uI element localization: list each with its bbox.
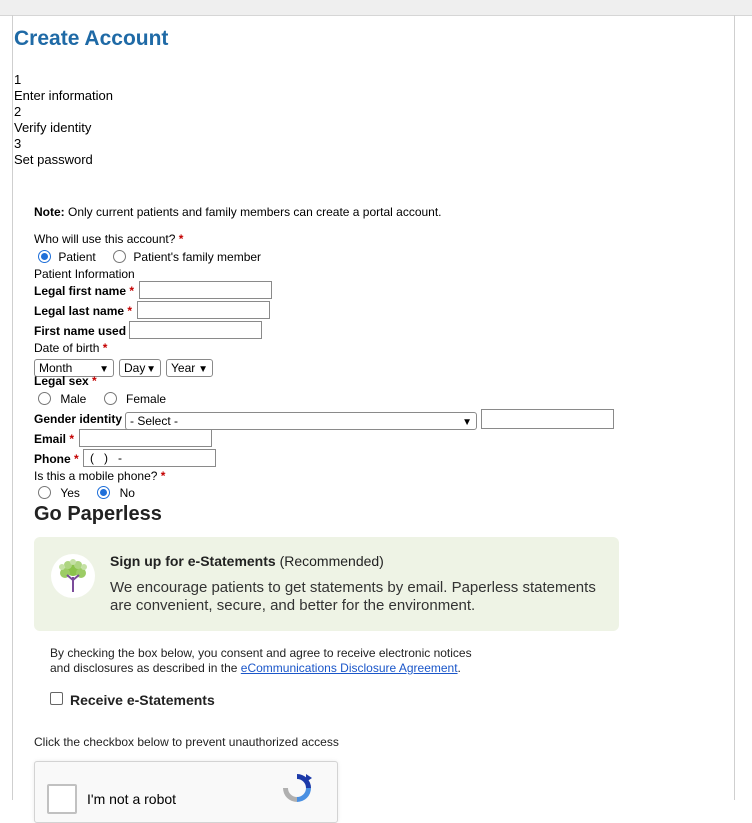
radio-family-member[interactable]	[113, 250, 126, 263]
mobile-options	[38, 486, 135, 500]
gender-identity-label: Gender identity	[34, 412, 123, 426]
phone-label-text: Phone	[34, 452, 71, 466]
gender-identity-value: - Select -	[130, 414, 179, 428]
consent-line-2	[50, 661, 472, 676]
dob-label-text: Date of birth	[34, 341, 100, 355]
note	[34, 205, 442, 219]
recaptcha-widget	[34, 761, 338, 823]
chevron-down-icon: ▼	[99, 364, 109, 375]
radio-male-label: Male	[60, 392, 87, 406]
step-1-number: 1	[14, 72, 22, 87]
required-marker: *	[92, 374, 97, 388]
signup-text	[110, 553, 384, 569]
phone-label	[34, 452, 79, 466]
consent-line-2-prefix: and disclosures as described in the	[50, 661, 241, 675]
captcha-instruction: Click the checkbox below to prevent unauthorized access	[34, 735, 339, 749]
email-input[interactable]	[79, 429, 212, 447]
required-marker: *	[69, 432, 75, 446]
required-marker: *	[178, 232, 184, 246]
radio-mobile-no-label: No	[119, 486, 135, 500]
last-name-label	[34, 304, 132, 318]
radio-family-member-label: Patient's family member	[133, 250, 262, 264]
radio-male[interactable]	[38, 392, 51, 405]
page-left-border	[12, 15, 13, 800]
chevron-down-icon: ▼	[198, 364, 208, 375]
required-marker: *	[127, 304, 133, 318]
gender-identity-other-input[interactable]	[481, 409, 614, 429]
chevron-down-icon: ▼	[462, 417, 472, 428]
browser-top-bar	[0, 0, 752, 16]
first-name-used-input[interactable]	[129, 321, 262, 339]
step-3-number: 3	[14, 136, 22, 151]
step-1-label: Enter information	[14, 88, 113, 103]
signup-bold: Sign up for e-Statements	[110, 553, 276, 569]
dob-label	[34, 341, 107, 355]
dob-month-value: Month	[39, 361, 73, 375]
radio-patient[interactable]	[38, 250, 51, 263]
note-prefix: Note:	[34, 205, 65, 219]
step-2-label: Verify identity	[14, 120, 92, 135]
disclosure-agreement-link[interactable]: eCommunications Disclosure Agreement	[240, 661, 458, 675]
recaptcha-label: I'm not a robot	[87, 791, 177, 807]
required-marker: *	[129, 284, 135, 298]
email-label	[34, 432, 74, 446]
who-uses-question	[34, 232, 183, 246]
email-label-text: Email	[34, 432, 67, 446]
radio-patient-label: Patient	[58, 250, 96, 264]
dob-day-select[interactable]	[119, 359, 161, 377]
recaptcha-checkbox[interactable]	[47, 784, 77, 814]
first-name-label-text: Legal first name	[34, 284, 127, 298]
consent-text	[50, 646, 472, 676]
dob-year-value: Year	[171, 361, 196, 375]
radio-female-label: Female	[126, 392, 167, 406]
encourage-text: We encourage patients to get statements by email. Paperless statements are convenient, secure, and better for the environment.	[110, 579, 596, 614]
radio-mobile-no[interactable]	[97, 486, 110, 499]
last-name-label-text: Legal last name	[34, 304, 125, 318]
phone-input[interactable]: ( ) -	[83, 449, 216, 467]
who-uses-options	[38, 250, 261, 264]
radio-mobile-yes[interactable]	[38, 486, 51, 499]
last-name-input[interactable]	[137, 301, 270, 319]
e-statements-checkbox[interactable]	[50, 692, 63, 705]
page-right-border	[734, 15, 735, 800]
consent-line-1: By checking the box below, you consent and agree to receive electronic notices	[50, 646, 472, 660]
first-name-input[interactable]	[139, 281, 272, 299]
required-marker: *	[74, 452, 79, 466]
recaptcha-logo-icon	[279, 770, 315, 806]
legal-sex-options	[38, 392, 166, 406]
go-paperless-heading: Go Paperless	[34, 503, 162, 525]
tree-icon	[50, 553, 96, 599]
legal-sex-label-text: Legal sex	[34, 374, 89, 388]
radio-female[interactable]	[104, 392, 117, 405]
gender-identity-select[interactable]	[125, 412, 477, 430]
step-2-number: 2	[14, 104, 22, 119]
mobile-question	[34, 469, 165, 483]
first-name-label	[34, 284, 134, 298]
note-text: Only current patients and family members can create a portal account.	[64, 205, 442, 219]
dob-day-value: Day	[124, 361, 146, 375]
step-3-label: Set password	[14, 152, 93, 167]
first-name-used-label: First name used	[34, 324, 127, 338]
consent-line-2-suffix: .	[457, 661, 461, 675]
mobile-question-text: Is this a mobile phone?	[34, 469, 158, 483]
required-marker: *	[160, 469, 166, 483]
chevron-down-icon: ▼	[146, 364, 156, 375]
page-title: Create Account	[14, 27, 169, 50]
e-statements-promo	[34, 537, 619, 631]
who-uses-question-text: Who will use this account?	[34, 232, 176, 246]
dob-year-select[interactable]	[166, 359, 213, 377]
legal-sex-label	[34, 374, 97, 388]
radio-mobile-yes-label: Yes	[60, 486, 80, 500]
signup-note: (Recommended)	[275, 553, 384, 569]
patient-info-heading: Patient Information	[34, 267, 135, 281]
e-statements-checkbox-label: Receive e-Statements	[70, 692, 215, 708]
required-marker: *	[102, 341, 108, 355]
